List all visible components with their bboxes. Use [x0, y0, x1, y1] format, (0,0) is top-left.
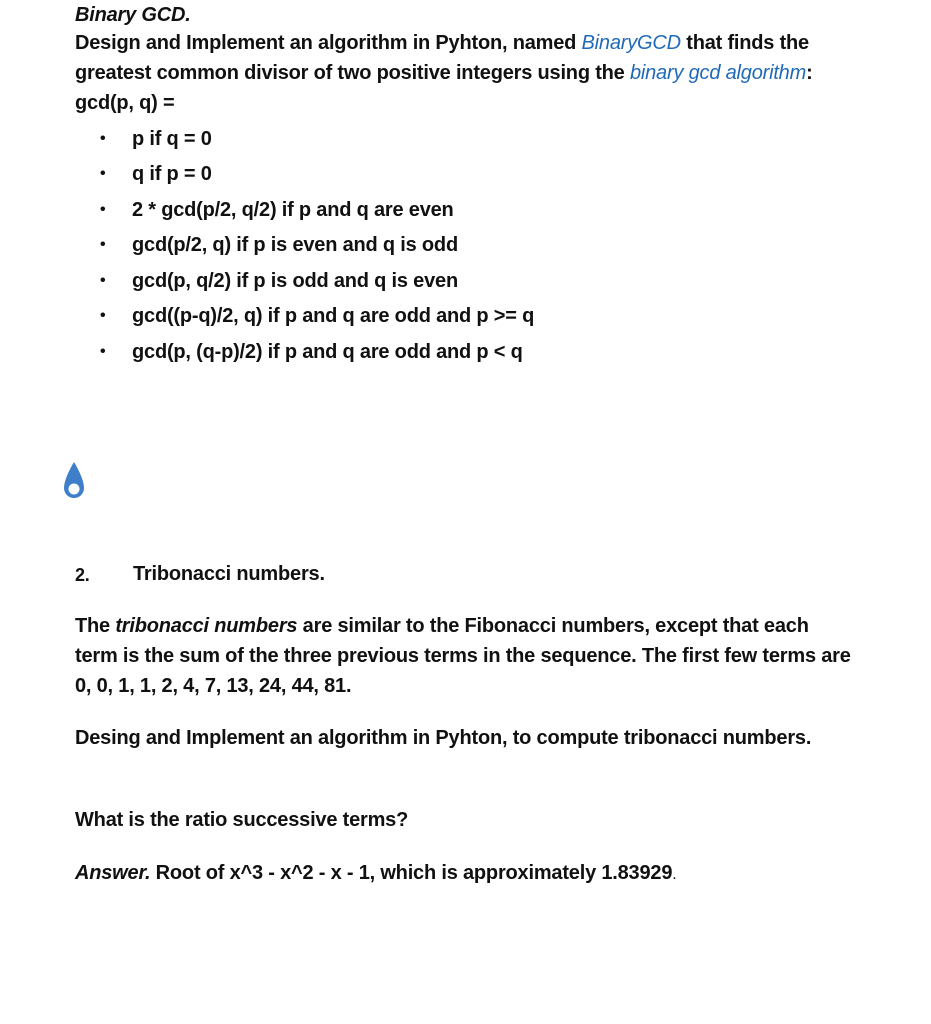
list-item: [100, 121, 534, 157]
tribonacci-task-paragraph: Desing and Implement an algorithm in Pyhton, to compute tribonacci numbers.: [75, 727, 812, 749]
answer-separator: .: [144, 862, 151, 884]
bullet-icon: •: [100, 236, 106, 254]
list-item: [100, 299, 534, 335]
intro-text-before: Design and Implement an algorithm in Pyhton, named: [75, 32, 582, 54]
para-text-after: are similar to the Fibonacci numbers, except that each term is the sum of the three previous terms in the sequence. The first few terms are 0, 0, 1, 1, 2, 4, 7, 13, 24, 44, 81.: [75, 615, 851, 697]
bullet-icon: •: [100, 200, 106, 218]
rule-text: p if q = 0: [132, 127, 212, 150]
rule-text: gcd(p/2, q) if p is even and q is odd: [132, 234, 458, 257]
algo-name-link[interactable]: BinaryGCD: [581, 32, 681, 54]
rule-text: q if p = 0: [132, 163, 212, 186]
intro-text-middle: that finds the greatest common divisor of two positive integers using the: [75, 32, 809, 84]
ratio-question: What is the ratio successive terms?: [75, 809, 409, 831]
answer-label: Answer: [75, 862, 145, 884]
list-item: [100, 157, 534, 193]
ink-drop-icon[interactable]: [61, 460, 87, 502]
bullet-icon: •: [100, 342, 106, 360]
gcd-rules-list: [100, 121, 534, 370]
binary-gcd-algorithm-link[interactable]: binary gcd algorithm: [629, 62, 807, 84]
answer-text: Root of x^3 - x^2 - x - 1, which is approximately 1.83929: [150, 862, 673, 884]
list-item: [100, 263, 534, 299]
tribonacci-description-paragraph: [75, 611, 855, 701]
bullet-icon: •: [100, 165, 106, 183]
section-title-tribonacci: Tribonacci numbers.: [133, 563, 325, 585]
rule-text: gcd(p, q/2) if p is odd and q is even: [132, 269, 458, 292]
section-number: 2.: [75, 565, 90, 585]
bullet-icon: •: [100, 307, 106, 325]
rule-text: gcd(p, (q-p)/2) if p and q are odd and p < q: [132, 340, 523, 363]
list-item: [100, 334, 534, 370]
bullet-icon: •: [100, 129, 106, 147]
rule-text: 2 * gcd(p/2, q/2) if p and q are even: [132, 198, 454, 221]
list-item: [100, 228, 534, 264]
intro-text-after: : gcd(p, q) =: [75, 62, 813, 114]
list-item: [100, 192, 534, 228]
section-heading-binary-gcd: Binary GCD.: [75, 4, 191, 26]
bullet-icon: •: [100, 271, 106, 289]
answer-paragraph: [75, 858, 677, 890]
answer-end: .: [672, 866, 677, 883]
rule-text: gcd((p-q)/2, q) if p and q are odd and p >= q: [132, 305, 535, 328]
tribonacci-term: tribonacci numbers: [115, 615, 298, 637]
binary-gcd-intro-paragraph: [75, 28, 855, 118]
para-text-before: The: [75, 615, 116, 637]
